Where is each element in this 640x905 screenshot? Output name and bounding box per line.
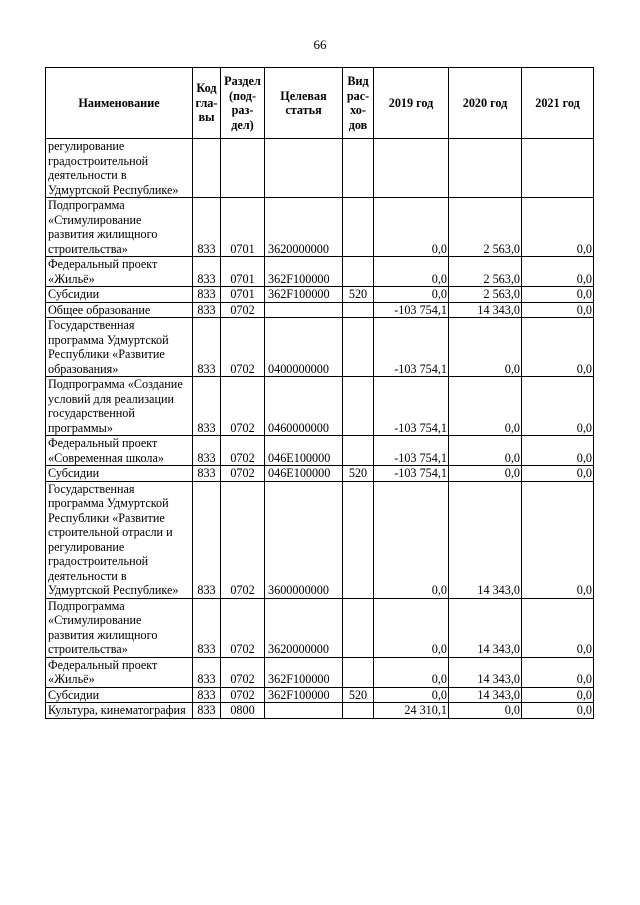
cell-2021 (522, 139, 594, 198)
cell-code: 833 (193, 687, 221, 703)
cell-expense (343, 481, 374, 598)
cell-target: 362F100000 (265, 687, 343, 703)
cell-2021: 0,0 (522, 257, 594, 287)
cell-2020: 2 563,0 (449, 257, 522, 287)
cell-section: 0702 (221, 657, 265, 687)
table-row (46, 598, 594, 657)
cell-target (265, 139, 343, 198)
cell-expense (343, 198, 374, 257)
table-row (46, 287, 594, 303)
header-2019: 2019 год (374, 68, 449, 139)
header-target: Целевая статья (265, 68, 343, 139)
cell-2020: 0,0 (449, 377, 522, 436)
cell-name: Подпрограмма «Стимулирование развития жилищного строительства» (46, 198, 193, 257)
cell-target: 362F100000 (265, 257, 343, 287)
cell-expense (343, 436, 374, 466)
cell-expense (343, 257, 374, 287)
cell-2021: 0,0 (522, 687, 594, 703)
cell-2019 (374, 139, 449, 198)
cell-target: 046E100000 (265, 466, 343, 482)
cell-section (221, 139, 265, 198)
cell-section: 0701 (221, 198, 265, 257)
table-row (46, 377, 594, 436)
cell-section: 0702 (221, 377, 265, 436)
cell-expense (343, 657, 374, 687)
header-name: Наименование (46, 68, 193, 139)
cell-2019: -103 754,1 (374, 436, 449, 466)
cell-name: Государственная программа Удмуртской Республики «Развитие строительной отрасли и регулирование градостроительной деятельности в Удмуртской Республике» (46, 481, 193, 598)
cell-target: 362F100000 (265, 287, 343, 303)
cell-2020: 14 343,0 (449, 481, 522, 598)
header-2021: 2021 год (522, 68, 594, 139)
cell-2019: -103 754,1 (374, 377, 449, 436)
cell-target: 0460000000 (265, 377, 343, 436)
cell-2020: 2 563,0 (449, 198, 522, 257)
cell-2021: 0,0 (522, 703, 594, 719)
table-row (46, 198, 594, 257)
cell-section: 0702 (221, 436, 265, 466)
cell-code: 833 (193, 318, 221, 377)
cell-section: 0702 (221, 687, 265, 703)
cell-2020: 2 563,0 (449, 287, 522, 303)
cell-2019: 0,0 (374, 257, 449, 287)
cell-section: 0702 (221, 318, 265, 377)
table-row (46, 703, 594, 719)
cell-target (265, 703, 343, 719)
cell-name: Общее образование (46, 302, 193, 318)
cell-name: Подпрограмма «Создание условий для реализации государственной программы» (46, 377, 193, 436)
cell-target: 0400000000 (265, 318, 343, 377)
cell-2019: 0,0 (374, 198, 449, 257)
cell-name: Федеральный проект «Жильё» (46, 657, 193, 687)
header-2020: 2020 год (449, 68, 522, 139)
cell-code (193, 139, 221, 198)
cell-2020: 0,0 (449, 466, 522, 482)
cell-2019: 0,0 (374, 657, 449, 687)
cell-expense (343, 139, 374, 198)
cell-section: 0702 (221, 598, 265, 657)
cell-name: Государственная программа Удмуртской Республики «Развитие образования» (46, 318, 193, 377)
table-row (46, 257, 594, 287)
table-row (46, 318, 594, 377)
cell-2019: 0,0 (374, 687, 449, 703)
cell-2020: 14 343,0 (449, 687, 522, 703)
cell-2020 (449, 139, 522, 198)
cell-section: 0702 (221, 481, 265, 598)
cell-2019: 0,0 (374, 481, 449, 598)
cell-target: 046E100000 (265, 436, 343, 466)
cell-2020: 0,0 (449, 436, 522, 466)
table-row (46, 481, 594, 598)
table-row (46, 466, 594, 482)
cell-expense (343, 703, 374, 719)
cell-target: 3600000000 (265, 481, 343, 598)
cell-2021: 0,0 (522, 436, 594, 466)
cell-2021: 0,0 (522, 598, 594, 657)
cell-section: 0701 (221, 287, 265, 303)
cell-name: Федеральный проект «Жильё» (46, 257, 193, 287)
cell-section: 0702 (221, 466, 265, 482)
cell-name: Подпрограмма «Стимулирование развития жилищного строительства» (46, 598, 193, 657)
table-row (46, 687, 594, 703)
cell-2021: 0,0 (522, 318, 594, 377)
cell-code: 833 (193, 287, 221, 303)
cell-name: Культура, кинематография (46, 703, 193, 719)
cell-2021: 0,0 (522, 198, 594, 257)
table-row (46, 139, 594, 198)
cell-code: 833 (193, 703, 221, 719)
cell-2020: 0,0 (449, 703, 522, 719)
cell-expense: 520 (343, 466, 374, 482)
budget-table (45, 67, 594, 719)
cell-name: регулирование градостроительной деятельности в Удмуртской Республике» (46, 139, 193, 198)
cell-2021: 0,0 (522, 377, 594, 436)
cell-2019: -103 754,1 (374, 318, 449, 377)
table-row (46, 302, 594, 318)
cell-2019: 0,0 (374, 598, 449, 657)
cell-code: 833 (193, 198, 221, 257)
cell-expense: 520 (343, 287, 374, 303)
cell-section: 0702 (221, 302, 265, 318)
cell-code: 833 (193, 436, 221, 466)
cell-expense: 520 (343, 687, 374, 703)
cell-2020: 0,0 (449, 318, 522, 377)
cell-target: 3620000000 (265, 198, 343, 257)
cell-section: 0701 (221, 257, 265, 287)
cell-2021: 0,0 (522, 466, 594, 482)
cell-expense (343, 302, 374, 318)
cell-code: 833 (193, 481, 221, 598)
cell-2020: 14 343,0 (449, 598, 522, 657)
cell-name: Субсидии (46, 466, 193, 482)
cell-2019: -103 754,1 (374, 302, 449, 318)
cell-2019: -103 754,1 (374, 466, 449, 482)
cell-expense (343, 377, 374, 436)
cell-expense (343, 598, 374, 657)
cell-code: 833 (193, 302, 221, 318)
cell-name: Субсидии (46, 287, 193, 303)
cell-expense (343, 318, 374, 377)
header-code: Код гла-вы (193, 68, 221, 139)
cell-target: 3620000000 (265, 598, 343, 657)
cell-name: Федеральный проект «Современная школа» (46, 436, 193, 466)
cell-code: 833 (193, 657, 221, 687)
cell-target: 362F100000 (265, 657, 343, 687)
cell-code: 833 (193, 598, 221, 657)
cell-2020: 14 343,0 (449, 302, 522, 318)
cell-2021: 0,0 (522, 657, 594, 687)
table-row (46, 657, 594, 687)
cell-2020: 14 343,0 (449, 657, 522, 687)
cell-2019: 0,0 (374, 287, 449, 303)
cell-2019: 24 310,1 (374, 703, 449, 719)
table-row (46, 436, 594, 466)
cell-code: 833 (193, 466, 221, 482)
cell-section: 0800 (221, 703, 265, 719)
cell-2021: 0,0 (522, 481, 594, 598)
header-section: Раздел (под-раз-дел) (221, 68, 265, 139)
cell-target (265, 302, 343, 318)
table-header-row (46, 68, 594, 139)
cell-code: 833 (193, 257, 221, 287)
cell-code: 833 (193, 377, 221, 436)
page-number: 66 (313, 37, 327, 52)
header-expense: Вид рас-хо-дов (343, 68, 374, 139)
cell-name: Субсидии (46, 687, 193, 703)
cell-2021: 0,0 (522, 287, 594, 303)
cell-2021: 0,0 (522, 302, 594, 318)
